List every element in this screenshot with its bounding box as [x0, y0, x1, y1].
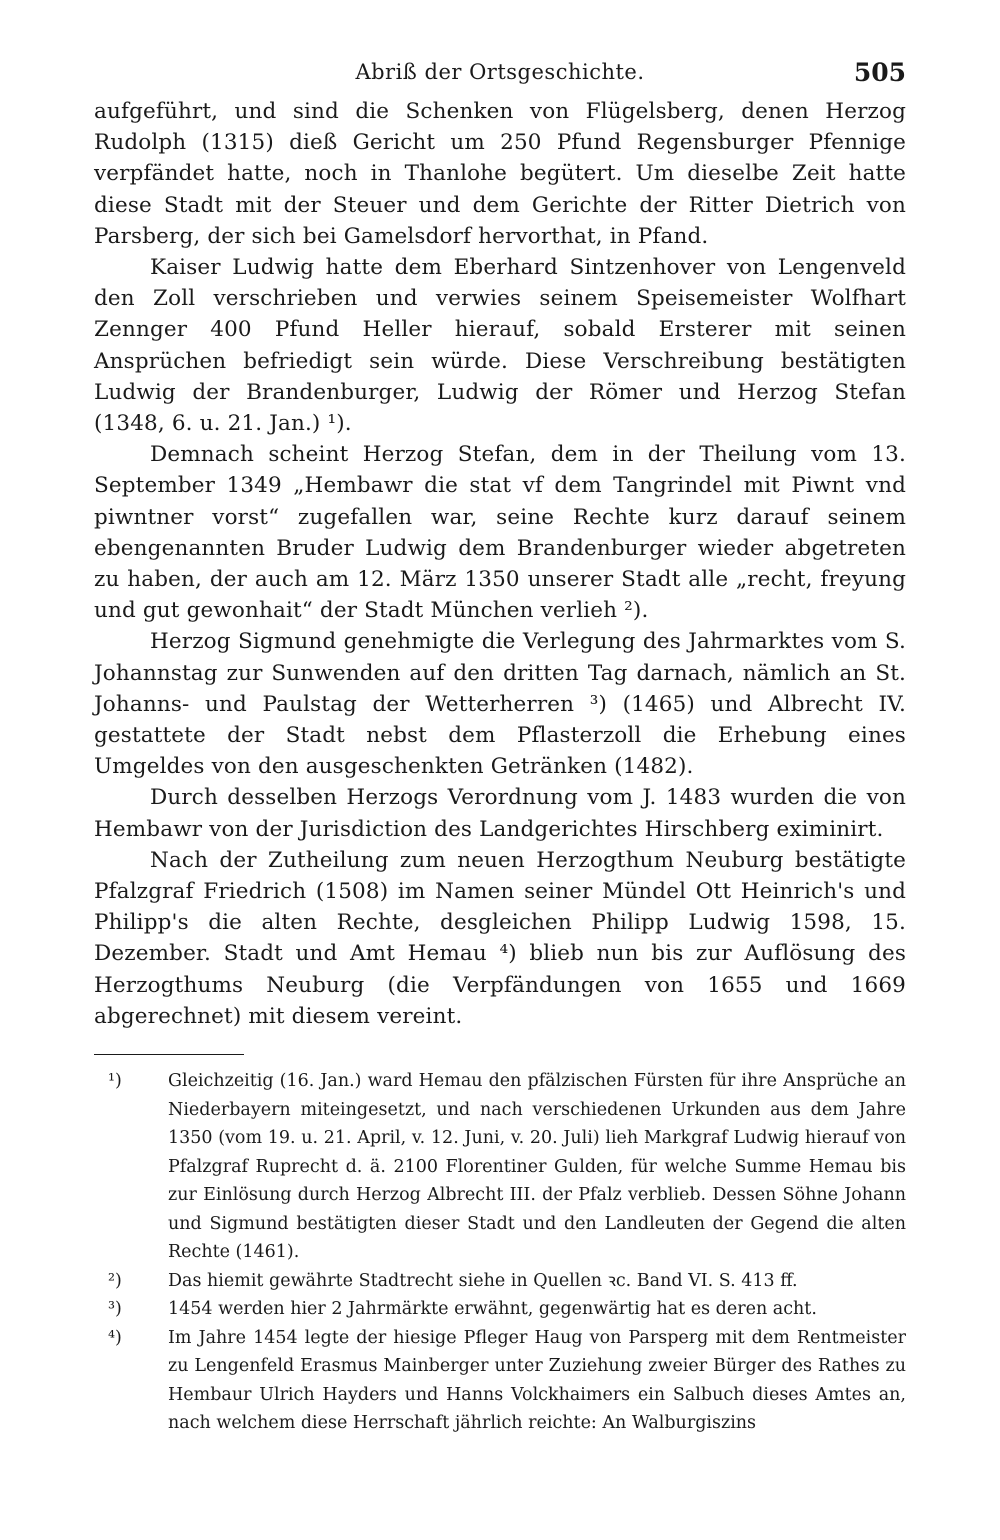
paragraph: Demnach scheint Herzog Stefan, dem in der Theilung vom 13. September 1349 „Hembawr die stat vf dem Tangrindel mit Piwnt vnd piwntner vorst“ zugefallen war, seine Rechte kurz darauf seinem ebengenannten Bruder Ludwig dem Brandenburger wieder abgetreten zu haben, der auch am 12. März 1350 unserer Stadt alle „recht, freyung und gut gewonhait“ der Stadt München verlieh ²). — [94, 442, 906, 624]
running-title: Abriß der Ortsgeschichte. — [355, 60, 645, 84]
page-number: 505 — [853, 58, 906, 87]
footnote-4 — [94, 1324, 906, 1438]
footnote-2 — [94, 1267, 906, 1296]
footnote-mark: ⁴) — [108, 1327, 122, 1348]
footnotes — [94, 1067, 906, 1438]
footnote-1 — [94, 1067, 906, 1267]
page-header — [94, 56, 906, 96]
footnote-text: Das hiemit gewährte Stadtrecht siehe in Quellen ꝛc. Band VI. S. 413 ff. — [168, 1270, 798, 1291]
footnote-text: 1454 werden hier 2 Jahrmärkte erwähnt, gegenwärtig hat es deren acht. — [168, 1299, 817, 1320]
paragraph: Nach der Zutheilung zum neuen Herzogthum Neuburg bestätigte Pfalzgraf Friedrich (1508) im Namen seiner Mündel Ott Heinrich's und Philipp's die alten Rechte, desgleichen Philipp Ludwig 1598, 15. Dezember. Stadt und Amt Hemau ⁴) blieb nun bis zur Auflösung des Herzogthums Neuburg (die Verpfändungen von 1655 und 1669 abgerechnet) mit diesem vereint. — [94, 847, 906, 1029]
paragraph: aufgeführt, und sind die Schenken von Flügelsberg, denen Herzog Rudolph (1315) dieß Gericht um 250 Pfund Regensburger Pfennige verpfändet hatte, noch in Thanlohe begütert. Um dieselbe Zeit hatte diese Stadt mit der Steuer und dem Gerichte der Ritter Dietrich von Parsberg, der sich bei Gamelsdorf hervorthat, in Pfand. — [94, 99, 906, 249]
paragraph: Durch desselben Herzogs Verordnung vom J. 1483 wurden die von Hembawr von der Jurisdiction des Landgerichtes Hirschberg eximinirt. — [94, 785, 906, 842]
footnote-mark: ²) — [108, 1270, 122, 1291]
footnote-mark: ¹) — [108, 1071, 122, 1092]
body-text — [94, 96, 906, 1032]
book-page — [94, 56, 906, 1438]
footnote-3 — [94, 1295, 906, 1324]
footnote-mark: ³) — [108, 1299, 122, 1320]
footnote-text: Gleichzeitig (16. Jan.) ward Hemau den pfälzischen Fürsten für ihre Ansprüche an Niederbayern miteingesetzt, und nach verschiedenen Urkunden aus dem Jahre 1350 (vom 19. u. 21. April, v. 12. Juni, v. 20. Juli) lieh Markgraf Ludwig hierauf von Pfalzgraf Ruprecht d. ä. 2100 Florentiner Gulden, für welche Summe Hemau bis zur Einlösung durch Herzog Albrecht III. der Pfalz verblieb. Dessen Söhne Johann und Sigmund bestätigten dieser Stadt und den Landleuten der Gegend die alten Rechte (1461). — [168, 1071, 906, 1263]
paragraph: Kaiser Ludwig hatte dem Eberhard Sintzenhover von Lengenveld den Zoll verschrieben und verwies seinem Speisemeister Wolfhart Zennger 400 Pfund Heller hierauf, sobald Ersterer mit seinen Ansprüchen befriedigt sein würde. Diese Verschreibung bestätigten Ludwig der Brandenburger, Ludwig der Römer und Herzog Stefan (1348, 6. u. 21. Jan.) ¹). — [94, 255, 906, 437]
paragraph: Herzog Sigmund genehmigte die Verlegung des Jahrmarktes vom S. Johannstag zur Sunwenden auf den dritten Tag darnach, nämlich an St. Johanns- und Paulstag der Wetterherren ³) (1465) und Albrecht IV. gestattete der Stadt nebst dem Pflasterzoll die Erhebung eines Umgeldes von den ausgeschenkten Getränken (1482). — [94, 629, 906, 780]
footnote-text: Im Jahre 1454 legte der hiesige Pfleger Haug von Parsperg mit dem Rentmeister zu Lengenfeld Erasmus Mainberger unter Zuziehung zweier Bürger des Rathes zu Hembaur Ulrich Hayders und Hanns Volckhaimers ein Salbuch dieses Amtes an, nach welchem diese Herrschaft jährlich reichte: An Walburgiszins — [168, 1327, 906, 1434]
footnote-divider — [94, 1054, 244, 1055]
